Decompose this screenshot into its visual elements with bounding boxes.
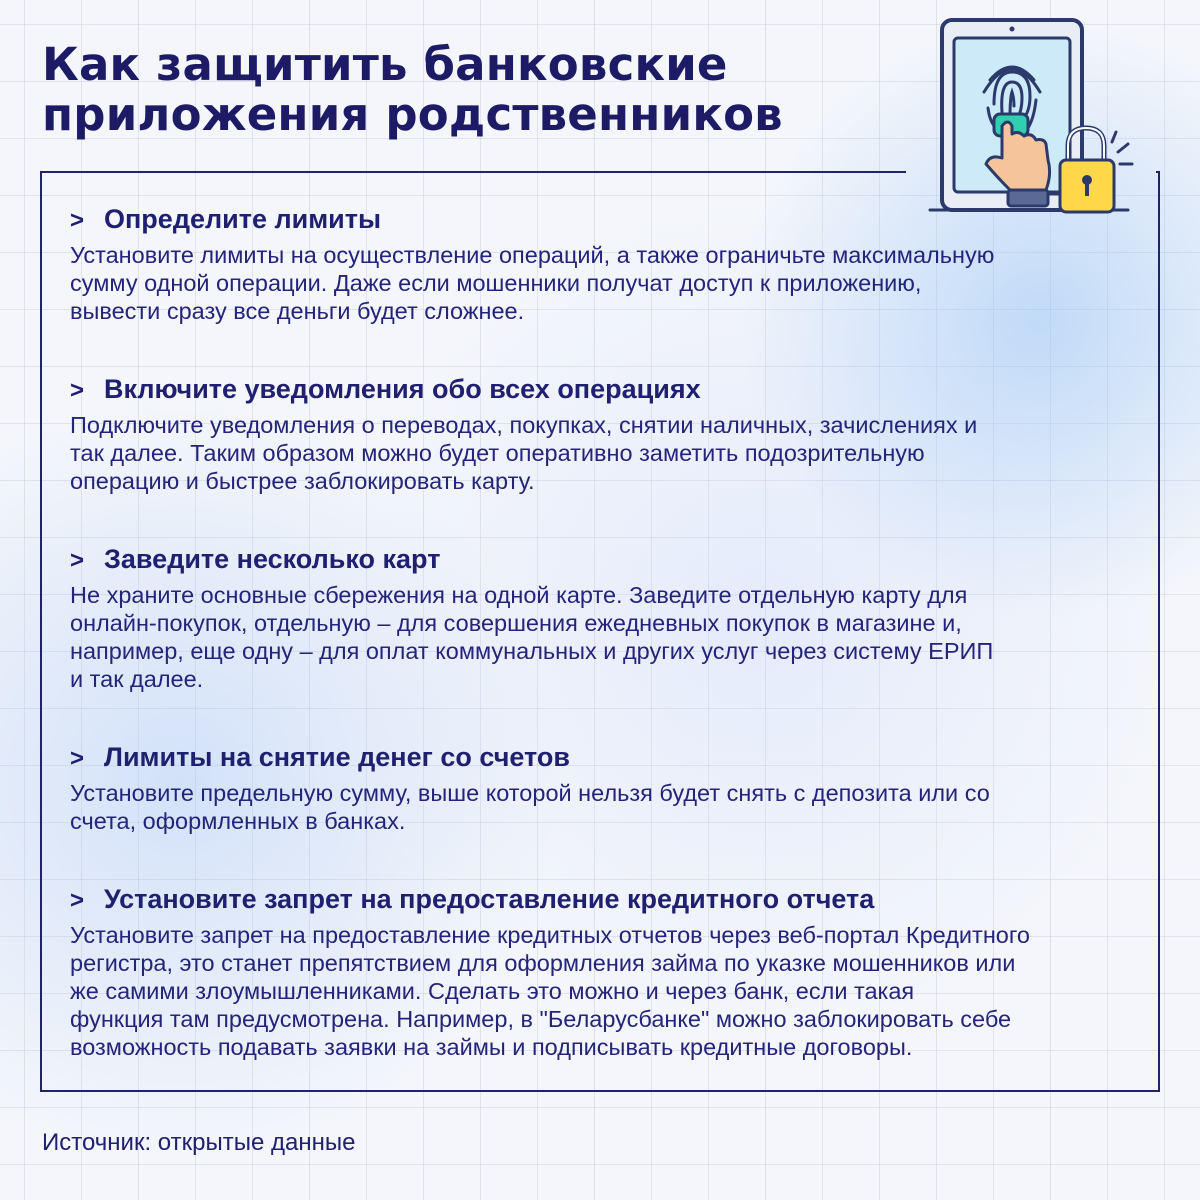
chevron-right-icon: >	[70, 745, 85, 772]
body-line: Не храните основные сбережения на одной карте. Заведите отдельную карту для	[70, 582, 968, 608]
body-line: онлайн-покупок, отдельную – для совершения ежедневных покупок в магазине и,	[70, 610, 962, 636]
section-heading-text: Установите запрет на предоставление кредитного отчета	[104, 884, 875, 914]
section-limits	[70, 202, 1155, 325]
title-line-1: Как защитить банковские	[42, 38, 728, 91]
section-heading-text: Включите уведомления обо всех операциях	[104, 374, 701, 404]
section-multiple-cards	[70, 542, 1155, 693]
chevron-right-icon: >	[70, 887, 85, 914]
section-body	[70, 581, 1155, 693]
body-line: регистра, это станет препятствием для оформления займа по указке мошенников или	[70, 950, 1016, 976]
section-credit-report-ban	[70, 882, 1155, 1061]
section-body	[70, 779, 1155, 835]
section-notifications	[70, 372, 1155, 495]
body-line: функция там предусмотрена. Например, в "Беларусбанке" можно заблокировать себе	[70, 1006, 1012, 1032]
body-line: Установите запрет на предоставление кредитных отчетов через веб-портал Кредитного	[70, 922, 1030, 948]
body-line: операцию и быстрее заблокировать карту.	[70, 468, 535, 494]
section-heading-text: Определите лимиты	[104, 204, 382, 234]
page-title	[42, 40, 902, 140]
section-heading-text: Заведите несколько карт	[104, 544, 441, 574]
body-line: Подключите уведомления о переводах, покупках, снятии наличных, зачислениях и	[70, 412, 978, 438]
section-heading	[70, 882, 1155, 918]
section-heading	[70, 202, 1155, 238]
section-body	[70, 411, 1155, 495]
body-line: например, еще одну – для оплат коммунальных и других услуг через систему ЕРИП	[70, 638, 994, 664]
section-heading-text: Лимиты на снятие денег со счетов	[104, 742, 570, 772]
source-note: Источник: открытые данные	[42, 1129, 356, 1156]
body-line: Установите предельную сумму, выше которой нельзя будет снять с депозита или со	[70, 780, 990, 806]
body-line: Установите лимиты на осуществление операций, а также ограничьте максимальную	[70, 242, 995, 268]
security-illustration	[928, 14, 1154, 220]
section-heading	[70, 740, 1155, 776]
body-line: же самими злоумышленниками. Сделать это можно и через банк, если такая	[70, 978, 915, 1004]
body-line: так далее. Таким образом можно будет оперативно заметить подозрительную	[70, 440, 925, 466]
frame-top-border-right	[1156, 171, 1160, 173]
section-heading	[70, 542, 1155, 578]
section-body	[70, 921, 1155, 1061]
body-line: сумму одной операции. Даже если мошенники получат доступ к приложению,	[70, 270, 922, 296]
chevron-right-icon: >	[70, 377, 85, 404]
chevron-right-icon: >	[70, 207, 85, 234]
section-body	[70, 241, 1155, 325]
section-withdrawal-limits	[70, 740, 1155, 835]
padlock-icon	[1060, 128, 1132, 212]
title-line-2: приложения родственников	[42, 88, 783, 141]
section-heading	[70, 372, 1155, 408]
chevron-right-icon: >	[70, 547, 85, 574]
body-line: вывести сразу все деньги будет сложнее.	[70, 298, 525, 324]
frame-top-border	[40, 171, 906, 173]
body-line: и так далее.	[70, 666, 204, 692]
body-line: счета, оформленных в банках.	[70, 808, 406, 834]
body-line: возможность подавать заявки на займы и подписывать кредитные договоры.	[70, 1034, 913, 1060]
